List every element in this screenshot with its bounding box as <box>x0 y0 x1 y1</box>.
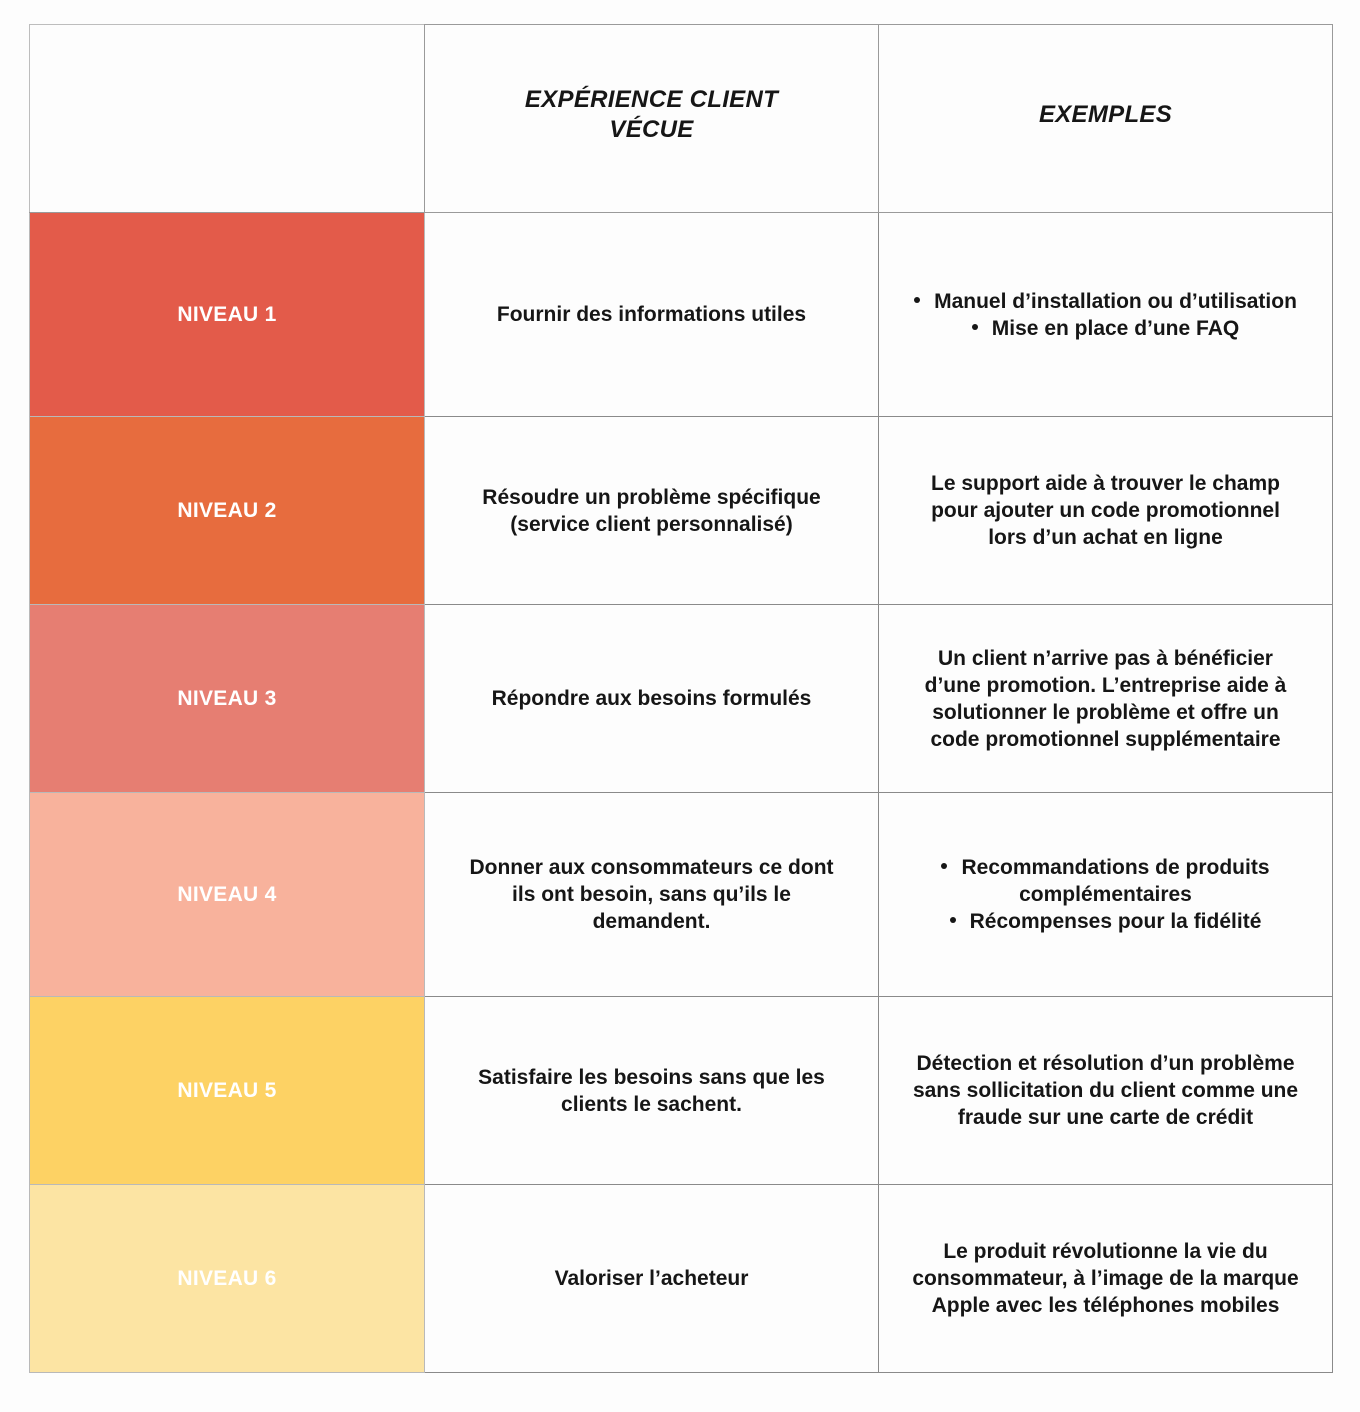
list-item <box>909 908 1302 935</box>
header-corner-cell <box>30 25 425 213</box>
experience-cell-5: Satisfaire les besoins sans que les clients le sachent. <box>425 997 879 1185</box>
examples-cell-6: Le produit révolutionne la vie du consommateur, à l’image de la marque Apple avec les téléphones mobiles <box>879 1185 1333 1373</box>
list-item <box>914 288 1297 315</box>
header-experience <box>425 25 879 213</box>
list-item <box>909 854 1302 908</box>
table-row <box>30 997 1333 1185</box>
examples-cell-1 <box>879 213 1333 417</box>
table-header-row <box>30 25 1333 213</box>
examples-cell-5: Détection et résolution d’un problème sans sollicitation du client comme une fraude sur une carte de crédit <box>879 997 1333 1185</box>
examples-cell-3: Un client n’arrive pas à bénéficier d’une promotion. L’entreprise aide à solutionner le problème et offre un code promotionnel supplémentaire <box>879 605 1333 793</box>
list-item-text: Récompenses pour la fidélité <box>969 910 1262 933</box>
bullet-icon <box>972 324 978 330</box>
experience-cell-1: Fournir des informations utiles <box>425 213 879 417</box>
table-row <box>30 213 1333 417</box>
header-experience-line1: EXPÉRIENCE CLIENT <box>524 85 779 113</box>
experience-cell-3: Répondre aux besoins formulés <box>425 605 879 793</box>
customer-experience-levels-table <box>29 24 1333 1373</box>
examples-cell-4 <box>879 793 1333 997</box>
list-item-text: Mise en place d’une FAQ <box>991 316 1240 340</box>
list-item-text: Manuel d’installation ou d’utilisation <box>934 289 1297 313</box>
level-cell-3: NIVEAU 3 <box>30 605 425 793</box>
experience-cell-4: Donner aux consommateurs ce dont ils ont besoin, sans qu’ils le demandent. <box>425 793 879 997</box>
bullet-icon <box>950 917 956 923</box>
experience-cell-6: Valoriser l’acheteur <box>425 1185 879 1373</box>
level-cell-6: NIVEAU 6 <box>30 1185 425 1373</box>
list-item-text: Recommandations de produits complémentaires <box>961 856 1270 906</box>
level-cell-1: NIVEAU 1 <box>30 213 425 417</box>
examples-list-1 <box>914 288 1297 342</box>
table-row <box>30 793 1333 997</box>
header-examples: EXEMPLES <box>879 25 1333 213</box>
bullet-icon <box>914 297 920 303</box>
bullet-icon <box>941 863 947 869</box>
experience-cell-2: Résoudre un problème spécifique (service client personnalisé) <box>425 417 879 605</box>
table-row <box>30 605 1333 793</box>
header-experience-line2: VÉCUE <box>609 115 694 143</box>
list-item <box>914 315 1297 342</box>
table-row <box>30 1185 1333 1373</box>
level-cell-2: NIVEAU 2 <box>30 417 425 605</box>
table-row <box>30 417 1333 605</box>
examples-list-4 <box>909 854 1302 935</box>
level-cell-5: NIVEAU 5 <box>30 997 425 1185</box>
examples-cell-2: Le support aide à trouver le champ pour ajouter un code promotionnel lors d’un achat en ligne <box>879 417 1333 605</box>
level-cell-4: NIVEAU 4 <box>30 793 425 997</box>
